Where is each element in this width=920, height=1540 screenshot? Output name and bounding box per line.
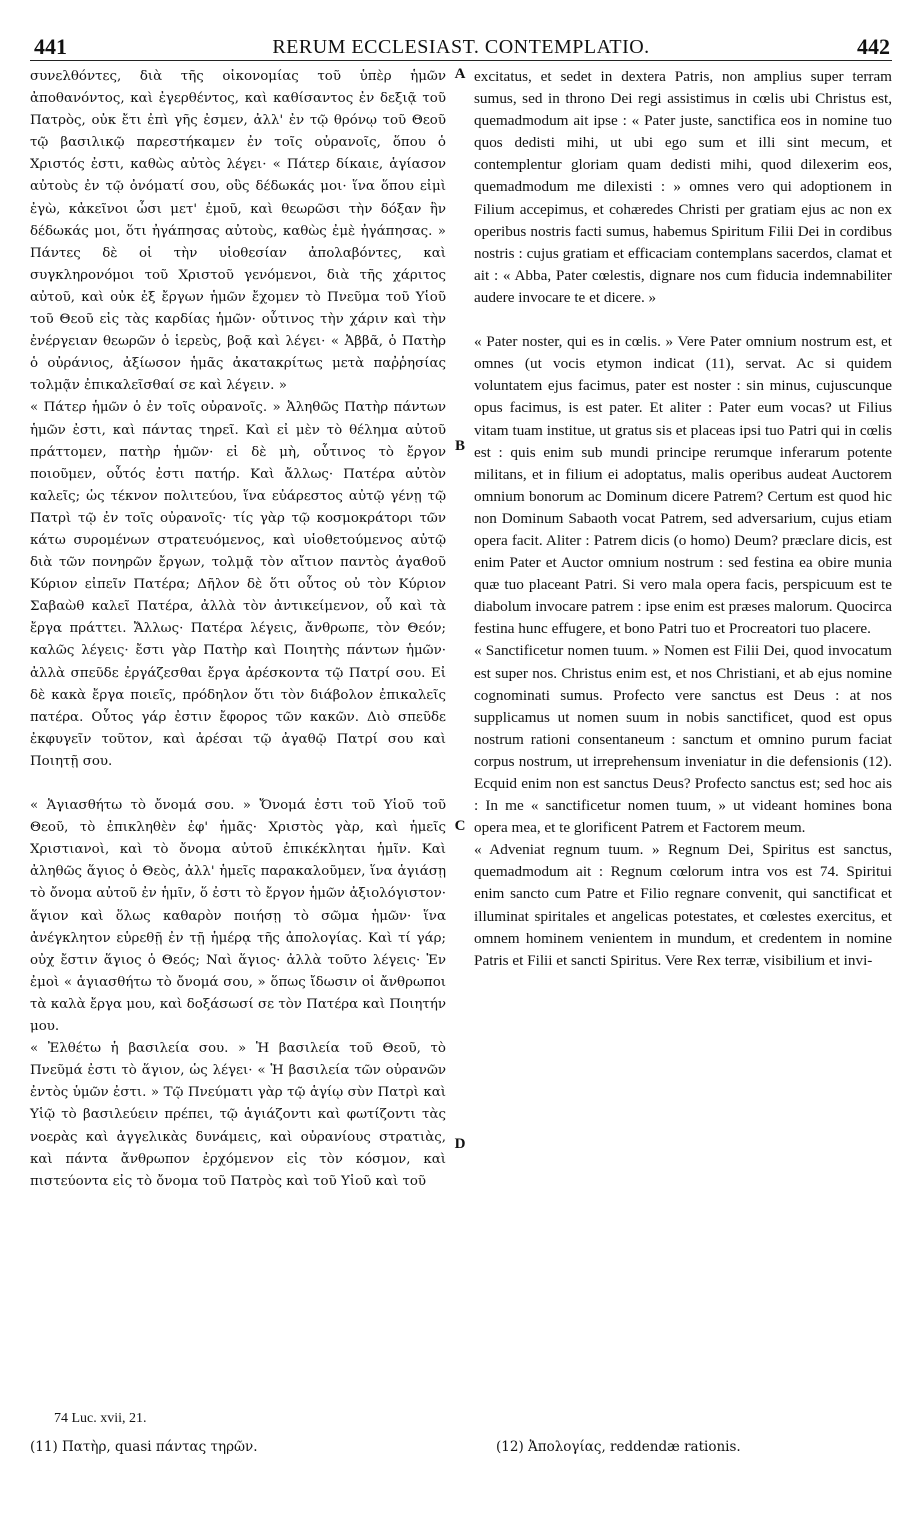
section-marker-c: C — [454, 818, 466, 834]
section-marker-a: A — [454, 66, 466, 82]
scripture-footnote: 74 Luc. xvii, 21. — [54, 1411, 147, 1426]
running-title: RERUM ECCLESIAST. CONTEMPLATIO. — [272, 36, 650, 58]
section-marker-b: B — [454, 438, 465, 454]
latin-text-column: excitatus, et sedet in dextera Patris, non amplius super terram sumus, sed in throno Dei regi assistimus in cœlis ubi Christus est, quemadmodum ait ipse : « Pater juste, sanctifica eos in nomine tuo quos dedisti mihi, ut ubi ego sum et illi sint mecum, et contemplentur gloriam quam dedisti mihi, quod dilexerim eos, quemadmodum me dilexisti : » omnes vero qui adoptionem in Filium accepimus, et cohæredes Christi per gratiam ejus ac non ex operibus nostris facti sumus, habemus Spiritum Filii Dei in cordibus nostris : cujus gratiam et efficaciam contemplans sacerdos, clamat et ait : « Abba, Pater cœlestis, dignare nos cum fiducia indemnabiliter audere invocare te et dicere. » « Pater noster, qui es in cœlis. » Vere Pater omnium nostrum est, et omnes (ut vocis etymon indicat (11), servat. Ac si quidem voluntatem ejus facimus, pater est noster : sin minus, cujuscunque opus facimus, is est pater. Et aliter : Pater eum vocas? ut Filius vitam tuam institue, ut gratus sis et placeas ipsi tuo Patri qui in cœlis est : quis enim sub mundi principe rerumque inferarum potente militans, et in filium ei adoptatus, malis operibus audeat Auctorem omnium bonorum ac Dominum dicere Patrem? Certum est quod hic non Dominum Sabaoth vocat Patrem, sed adversarium, cujus etiam opera facit. Aliter : Patrem dicis (o homo) Deum? præclare dicis, est enim Pater et Auctor omnium nostrum : sed festina ea obire munia quæ tuo placeant Patri. Si vero mala opera facis, perspicuum est te diabolum invocare patrem : ipse enim est præses malorum. Quocirca festina hunc effugere, et bono Patri tuo et Procreatori tuo placere. « Sanctificetur nomen tuum. » Nomen est Filii Dei, quod invocatum est super nos. Christus enim est, et nos Christiani, et ab ejus nomine cognominati sumus. Profecto vere sanctus est Deus : at nos supplicamus ut nomen suum in nobis sanctificet, quod est opus nostrum rationi consentaneum : sanctum et omnino purum faciat corpus nostrum, ut irreprehensum inveniatur in die defensionis (12). Ecquid enim non est sanctus Deus? Profecto sanctus est; sed hoc ais : In me « sanctificetur nomen tuum, » ut videant homines bona opera mea, et te glorificent Patrem et Factorem meum. « Adveniat regnum tuum. » Regnum Dei, Spiritus est sanctus, quemadmodum ait : Regnum cœlorum intra vos est 74. Spiritui enim sancto cum Patre et Filio regnare convenit, qui sanctificat et illuminat spiritales et angelicas potestates, et cœlestes exercitus, et omnem hominem venientem in mundum, et credentem in nomine Patris et Filii et sancti Spiritus. Vere Rex terræ, visibilium et invi- — [474, 68, 892, 969]
page-number-right: 442 — [857, 34, 890, 59]
page-number-left: 441 — [34, 34, 67, 59]
greek-text-column: συνελθόντες, διὰ τῆς οἰκονομίας τοῦ ὑπὲρ ἡμῶν ἀποθανόντος, καὶ ἐγερθέντος, καὶ καθίσαντος ἐν δεξιᾷ τοῦ Πατρὸς, οὐκ ἔτι ἐπὶ γῆς ἐσμεν, ἀλλ' ἐν τῷ θρόνῳ τοῦ Θεοῦ τῷ βασιλικῷ παρεστήκαμεν ἐν τοῖς οὐρανοῖς, ὅπου ὁ Χριστός ἐστι, καθὼς αὐτὸς λέγει· « Πάτερ δίκαιε, ἁγίασον αὐτοὺς ἐν τῷ ὀνόματί σου, οὓς δέδωκάς μοι· ἵνα ὅπου εἰμὶ ἐγὼ, κἀκεῖνοι ὦσι μετ' ἐμοῦ, καὶ θεωρῶσι τὴν δόξαν ἣν δέδωκάς μοι, ὅτι ἠγάπησας αὐτοὺς, καθὼς ἐμὲ ἠγάπησας. » Πάντες δὲ οἱ τὴν υἱοθεσίαν ἀπολαβόντες, καὶ συγκληρονόμοι τοῦ Χριστοῦ γενόμενοι, διὰ τῆς χάριτος αὐτοῦ, καὶ οὐκ ἐξ ἔργων ἡμῶν ἔχομεν τὸ Πνεῦμα τοῦ Υἱοῦ τοῦ Θεοῦ εἰς τὰς καρδίας ἡμῶν· οὗτινος τὴν χάριν καὶ τὴν ἐνέργειαν θεωρῶν ὁ ἱερεὺς, βοᾷ καὶ λέγει· « Ἀββᾶ, ὁ Πατὴρ ὁ οὐράνιος, ἀξίωσον ἡμᾶς ἀκατακρίτως μετὰ παῤῥησίας τολμᾷν ἐπικαλεῖσθαί σε καὶ λέγειν. » « Πάτερ ἡμῶν ὁ ἐν τοῖς οὐρανοῖς. » Ἀληθῶς Πατὴρ πάντων ἡμῶν ἐστι, καὶ πάντας τηρεῖ. Καὶ εἰ μὲν τὸ θέλημα αὐτοῦ πράττομεν, πατὴρ ἡμῶν· εἰ δὲ μὴ, οὗτινος τὸ ἔργον ποιοῦμεν, οὗτός ἐστι πατήρ. Καὶ ἄλλως· Πατέρα αὐτὸν καλεῖς; ὡς τέκνον πολιτεύου, ἵνα εὐάρεστος αὐτῷ γένῃ τῷ Πατρὶ τῷ ἐν τοῖς οὐρανοῖς· τίς γὰρ τῷ κοσμοκράτορι τῶν κάτω συρομένων στρατευόμενος, καὶ υἱοθετούμενος αὐτῷ διὰ τῶν πονηρῶν ἔργων, τολμᾷ τὸν αἴτιον παντὸς ἀγαθοῦ Κύριον εἰπεῖν Πατέρα; Δῆλον δὲ ὅτι οὗτος οὐ τὸν Κύριον Σαβαὼθ καλεῖ Πατέρα, ἀλλὰ τὸν ἀντικείμενον, οὗ καὶ τὰ ἔργα πράττει. Ἄλλως· Πατέρα λέγεις, ἄνθρωπε, τὸν Θεόν; καλῶς λέγεις· ἔστι γὰρ Πατὴρ καὶ Ποιητὴς πάντων ἡμῶν· ἀλλὰ σπεῦδε ἐργάζεσθαι ἔργα ἀρέσκοντα τῷ Πατρί σου. Εἰ δὲ κακὰ ἔργα ποιεῖς, πρόδηλον ὅτι τὸν διάβολον ἐπικαλεῖς πατέρα. Οὗτος γάρ ἐστιν ἔφορος τῶν κακῶν. Διὸ σπεῦδε ἐκφυγεῖν τοῦτον, καὶ ἀρέσαι τῷ ἀγαθῷ Πατρί σου καὶ Ποιητῇ σου. « Ἁγιασθήτω τὸ ὄνομά σου. » Ὄνομά ἐστι τοῦ Υἱοῦ τοῦ Θεοῦ, τὸ ἐπικληθὲν ἐφ' ἡμᾶς· Χριστὸς γὰρ, καὶ ἡμεῖς Χριστιανοὶ, καὶ τὸ ὄνομα αὐτοῦ ἐπικέκληται ἡμῖν. Καὶ ἀληθῶς ἅγιος ὁ Θεὸς, ἀλλ' ἡμεῖς παρακαλοῦμεν, ἵνα ἁγιάσῃ τὸ ὄνομα αὐτοῦ ἐν ἡμῖν, ὅ ἐστι τὸ ἔργον ἡμῶν ἀξιολόγιστον· ἅγιον καὶ ὅλως καθαρὸν ποιήσῃ τὸ σῶμα ἡμῶν· ἵνα ἀνέγκλητον εὑρεθῇ ἐν τῇ ἡμέρᾳ τῆς ἀπολογίας. Καὶ τί γάρ; οὐχ ἔστιν ἅγιος ὁ Θεός; Ναὶ ἅγιος· ἀλλὰ τοῦτο λέγεις· Ἐν ἐμοὶ « ἁγιασθήτω τὸ ὄνομά σου, » ὅπως ἴδωσιν οἱ ἄνθρωποι τὰ καλὰ ἔργα μου, καὶ δοξάσωσί σε τὸν Πατέρα καὶ Ποιητήν μου. « Ἐλθέτω ἡ βασιλεία σου. » Ἡ βασιλεία τοῦ Θεοῦ, τὸ Πνεῦμά ἐστι τὸ ἅγιον, ὡς λέγει· « Ἡ βασιλεία τῶν οὐρανῶν ἐντὸς ὑμῶν ἐστι. » Τῷ Πνεύματι γὰρ τῷ ἁγίῳ σὺν Πατρὶ καὶ Υἱῷ τὸ βασιλεύειν πρέπει, τῷ ἁγιάζοντι καὶ φωτίζοντι τὰς νοερὰς καὶ ἀγγελικὰς δυνάμεις, καὶ οὐρανίους στρατιὰς, καὶ πάντα ἄνθρωπον ἐρχόμενον εἰς τὸν κόσμον, καὶ πιστεύοντα εἰς τὸ ὄνομα τοῦ Πατρὸς καὶ τοῦ Υἱοῦ καὶ τοῦ — [30, 69, 446, 1189]
section-marker-d: D — [454, 1136, 466, 1152]
latin-footnote: (12) Ἀπολογίας, reddendæ rationis. — [496, 1439, 741, 1455]
running-header — [30, 34, 892, 61]
greek-footnote: (11) Πατὴρ, quasi πάντας τηρῶν. — [30, 1439, 258, 1455]
